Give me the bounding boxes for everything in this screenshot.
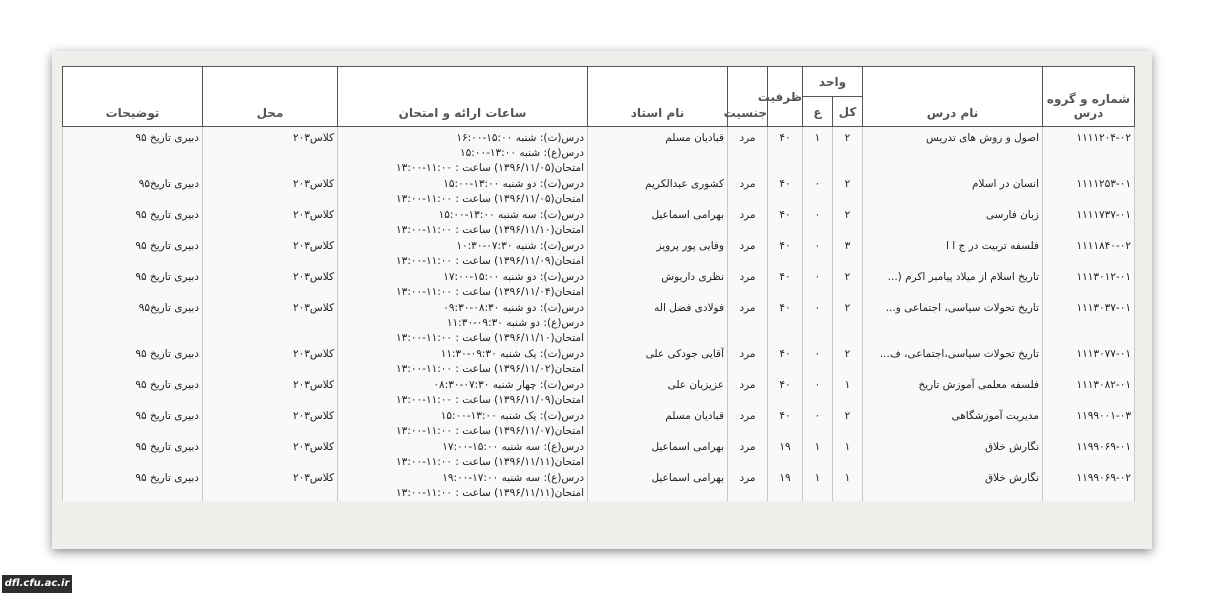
course-name-cell: فلسفه معلمی آموزش تاریخ	[863, 377, 1043, 408]
gender-cell: مرد	[728, 439, 768, 470]
schedule-line: امتحان(۱۳۹۶/۱۱/۱۱) ساعت : ۱۱:۰۰-۱۳:۰۰	[396, 456, 584, 468]
course-no-cell: ۱۱۹۹۰۶۹-۰۲	[1043, 470, 1135, 501]
location-cell: کلاس۲۰۳	[203, 130, 338, 176]
notes-cell: دبیری تاریخ۹۵	[63, 300, 203, 346]
course-no-cell: ۱۱۱۳۰۸۲-۰۱	[1043, 377, 1135, 408]
header-capacity: ظرفیت	[768, 67, 803, 127]
capacity-cell: ۱۹	[768, 439, 803, 470]
units-practical-cell: ۰	[803, 377, 833, 408]
units-total-cell: ۲	[833, 346, 863, 377]
table-row	[63, 269, 1135, 300]
schedule-line: امتحان(۱۳۹۶/۱۱/۰۹) ساعت : ۱۱:۰۰-۱۳:۰۰	[396, 394, 584, 406]
gender-cell: مرد	[728, 377, 768, 408]
location-cell: کلاس۲۰۳	[203, 470, 338, 501]
units-total-cell: ۲	[833, 300, 863, 346]
notes-cell: دبیری تاریخ۹۵	[63, 176, 203, 207]
schedule-cell	[338, 439, 588, 470]
schedule-line: درس(ع): سه شنبه ۱۵:۰۰-۱۷:۰۰	[442, 441, 584, 453]
location-cell: کلاس۲۰۳	[203, 176, 338, 207]
schedule-cell	[338, 408, 588, 439]
course-name-cell: تاریخ تحولات سیاسی،اجتماعی، ف...	[863, 346, 1043, 377]
course-no-cell: ۱۱۱۱۲۵۳-۰۱	[1043, 176, 1135, 207]
instructor-cell: بهرامی اسماعیل	[588, 439, 728, 470]
capacity-cell: ۴۰	[768, 207, 803, 238]
units-practical-cell: ۰	[803, 207, 833, 238]
schedule-line: درس(ع): شنبه ۱۳:۰۰-۱۵:۰۰	[459, 147, 584, 159]
capacity-cell: ۴۰	[768, 238, 803, 269]
notes-cell: دبیری تاریخ ۹۵	[63, 408, 203, 439]
header-location: محل	[203, 67, 338, 127]
units-total-cell: ۱	[833, 377, 863, 408]
schedule-cell	[338, 269, 588, 300]
notes-cell: دبیری تاریخ ۹۵	[63, 377, 203, 408]
course-table-body	[63, 127, 1135, 502]
units-total-cell: ۲	[833, 408, 863, 439]
header-notes: توضیحات	[63, 67, 203, 127]
table-row	[63, 207, 1135, 238]
table-row	[63, 130, 1135, 176]
schedule-cell	[338, 377, 588, 408]
location-cell: کلاس۲۰۳	[203, 377, 338, 408]
schedule-line: درس(ت): شنبه ۰۷:۳۰-۱۰:۳۰	[456, 240, 584, 252]
instructor-cell: آقایی جودکی علی	[588, 346, 728, 377]
schedule-line: درس(ع): دو شنبه ۰۹:۳۰-۱۱:۳۰	[446, 317, 584, 329]
course-name-cell: نگارش خلاق	[863, 439, 1043, 470]
header-units-total: کل	[833, 97, 863, 127]
header-gender: جنسیت	[728, 67, 768, 127]
instructor-cell: قبادیان مسلم	[588, 408, 728, 439]
schedule-cell	[338, 470, 588, 501]
schedule-cell	[338, 130, 588, 176]
location-cell: کلاس۲۰۳	[203, 238, 338, 269]
schedule-line: درس(ت): شنبه ۱۵:۰۰-۱۶:۰۰	[456, 132, 584, 144]
course-name-cell: زبان فارسی	[863, 207, 1043, 238]
schedule-line: درس(ت): دو شنبه ۱۵:۰۰-۱۷:۰۰	[443, 271, 584, 283]
notes-cell: دبیری تاریخ ۹۵	[63, 130, 203, 176]
course-name-cell: نگارش خلاق	[863, 470, 1043, 501]
header-course-name: نام درس	[863, 67, 1043, 127]
gender-cell: مرد	[728, 176, 768, 207]
table-row	[63, 176, 1135, 207]
capacity-cell: ۴۰	[768, 346, 803, 377]
capacity-cell: ۴۰	[768, 377, 803, 408]
schedule-line: درس(ت): یک شنبه ۰۹:۳۰-۱۱:۳۰	[440, 348, 584, 360]
units-total-cell: ۱	[833, 470, 863, 501]
location-cell: کلاس۲۰۳	[203, 269, 338, 300]
course-no-cell: ۱۱۹۹۰۰۱-۰۳	[1043, 408, 1135, 439]
schedule-line: امتحان(۱۳۹۶/۱۱/۰۹) ساعت : ۱۱:۰۰-۱۳:۰۰	[396, 255, 584, 267]
schedule-line: درس(ت): سه شنبه ۱۳:۰۰-۱۵:۰۰	[438, 209, 584, 221]
schedule-cell	[338, 346, 588, 377]
gender-cell: مرد	[728, 269, 768, 300]
instructor-cell: قبادیان مسلم	[588, 130, 728, 176]
location-cell: کلاس۲۰۳	[203, 346, 338, 377]
table-row	[63, 300, 1135, 346]
schedule-line: امتحان(۱۳۹۶/۱۱/۰۴) ساعت : ۱۱:۰۰-۱۳:۰۰	[396, 286, 584, 298]
schedule-line: درس(ت): یک شنبه ۱۳:۰۰-۱۵:۰۰	[440, 410, 584, 422]
table-row	[63, 439, 1135, 470]
schedule-line: امتحان(۱۳۹۶/۱۱/۱۰) ساعت : ۱۱:۰۰-۱۳:۰۰	[396, 332, 584, 344]
course-name-cell: فلسفه تربیت در ج ا ا	[863, 238, 1043, 269]
units-practical-cell: ۰	[803, 176, 833, 207]
panel-footer	[62, 509, 1134, 539]
schedule-cell	[338, 238, 588, 269]
gender-cell: مرد	[728, 238, 768, 269]
course-no-cell: ۱۱۱۳۰۱۲-۰۱	[1043, 269, 1135, 300]
capacity-cell: ۴۰	[768, 130, 803, 176]
units-practical-cell: ۰	[803, 408, 833, 439]
units-total-cell: ۲	[833, 207, 863, 238]
course-name-cell: تاریخ اسلام از میلاد پیامبر اکرم (...	[863, 269, 1043, 300]
gender-cell: مرد	[728, 470, 768, 501]
capacity-cell: ۴۰	[768, 176, 803, 207]
notes-cell: دبیری تاریخ ۹۵	[63, 238, 203, 269]
schedule-cell	[338, 176, 588, 207]
units-practical-cell: ۱	[803, 130, 833, 176]
location-cell: کلاس۲۰۳	[203, 439, 338, 470]
instructor-cell: وفایی پور پرویز	[588, 238, 728, 269]
capacity-cell: ۱۹	[768, 470, 803, 501]
gender-cell: مرد	[728, 207, 768, 238]
notes-cell: دبیری تاریخ ۹۵	[63, 346, 203, 377]
course-no-cell: ۱۱۱۱۲۰۴-۰۲	[1043, 130, 1135, 176]
course-name-cell: تاریخ تحولات سیاسی، اجتماعی و...	[863, 300, 1043, 346]
units-total-cell: ۲	[833, 130, 863, 176]
instructor-cell: کشوری عبدالکریم	[588, 176, 728, 207]
schedule-line: امتحان(۱۳۹۶/۱۱/۱۰) ساعت : ۱۱:۰۰-۱۳:۰۰	[396, 224, 584, 236]
units-total-cell: ۳	[833, 238, 863, 269]
instructor-cell: بهرامی اسماعیل	[588, 207, 728, 238]
notes-cell: دبیری تاریخ ۹۵	[63, 207, 203, 238]
units-practical-cell: ۰	[803, 300, 833, 346]
units-practical-cell: ۱	[803, 439, 833, 470]
header-schedule: ساعات ارائه و امتحان	[338, 67, 588, 127]
notes-cell: دبیری تاریخ ۹۵	[63, 470, 203, 501]
table-row	[63, 238, 1135, 269]
units-total-cell: ۱	[833, 439, 863, 470]
course-name-cell: انسان در اسلام	[863, 176, 1043, 207]
units-practical-cell: ۰	[803, 346, 833, 377]
instructor-cell: فولادی فضل اله	[588, 300, 728, 346]
gender-cell: مرد	[728, 408, 768, 439]
instructor-cell: نظری داریوش	[588, 269, 728, 300]
units-practical-cell: ۰	[803, 238, 833, 269]
capacity-cell: ۴۰	[768, 408, 803, 439]
notes-cell: دبیری تاریخ ۹۵	[63, 439, 203, 470]
schedule-line: درس(ع): سه شنبه ۱۷:۰۰-۱۹:۰۰	[442, 472, 584, 484]
units-practical-cell: ۰	[803, 269, 833, 300]
course-panel	[52, 51, 1152, 549]
course-name-cell: اصول و روش های تدریس	[863, 130, 1043, 176]
site-logo[interactable]: dfl.cfu.ac.ir	[2, 575, 72, 593]
course-no-cell: ۱۱۱۳۰۳۷-۰۱	[1043, 300, 1135, 346]
course-no-cell: ۱۱۱۳۰۷۷-۰۱	[1043, 346, 1135, 377]
table-row	[63, 377, 1135, 408]
units-practical-cell: ۱	[803, 470, 833, 501]
instructor-cell: عزیزیان علی	[588, 377, 728, 408]
schedule-line: امتحان(۱۳۹۶/۱۱/۰۵) ساعت : ۱۱:۰۰-۱۳:۰۰	[396, 162, 584, 174]
schedule-line: امتحان(۱۳۹۶/۱۱/۱۱) ساعت : ۱۱:۰۰-۱۳:۰۰	[396, 487, 584, 499]
course-no-cell: ۱۱۱۱۸۴۰-۰۲	[1043, 238, 1135, 269]
units-total-cell: ۲	[833, 269, 863, 300]
schedule-line: درس(ت): چهار شنبه ۰۷:۳۰-۰۸:۳۰	[433, 379, 584, 391]
gender-cell: مرد	[728, 130, 768, 176]
gender-cell: مرد	[728, 300, 768, 346]
header-units-practical: ع	[803, 97, 833, 127]
header-course-no: شماره و گروه درس	[1043, 67, 1135, 127]
location-cell: کلاس۲۰۳	[203, 207, 338, 238]
instructor-cell: بهرامی اسماعیل	[588, 470, 728, 501]
capacity-cell: ۴۰	[768, 269, 803, 300]
table-row	[63, 470, 1135, 501]
table-row	[63, 346, 1135, 377]
units-total-cell: ۲	[833, 176, 863, 207]
location-cell: کلاس۲۰۳	[203, 300, 338, 346]
schedule-cell	[338, 207, 588, 238]
capacity-cell: ۴۰	[768, 300, 803, 346]
schedule-line: امتحان(۱۳۹۶/۱۱/۰۷) ساعت : ۱۱:۰۰-۱۳:۰۰	[396, 425, 584, 437]
course-no-cell: ۱۱۹۹۰۶۹-۰۱	[1043, 439, 1135, 470]
schedule-line: امتحان(۱۳۹۶/۱۱/۰۲) ساعت : ۱۱:۰۰-۱۳:۰۰	[396, 363, 584, 375]
header-instructor: نام استاد	[588, 67, 728, 127]
schedule-cell	[338, 300, 588, 346]
schedule-line: درس(ت): دو شنبه ۰۸:۳۰-۰۹:۳۰	[443, 302, 584, 314]
schedule-line: درس(ت): دو شنبه ۱۳:۰۰-۱۵:۰۰	[443, 178, 584, 190]
header-units: واحد	[803, 67, 863, 97]
course-no-cell: ۱۱۱۱۷۳۷-۰۱	[1043, 207, 1135, 238]
schedule-line: امتحان(۱۳۹۶/۱۱/۰۵) ساعت : ۱۱:۰۰-۱۳:۰۰	[396, 193, 584, 205]
table-row	[63, 408, 1135, 439]
course-name-cell: مدیریت آموزشگاهی	[863, 408, 1043, 439]
course-table	[62, 66, 1135, 501]
gender-cell: مرد	[728, 346, 768, 377]
notes-cell: دبیری تاریخ ۹۵	[63, 269, 203, 300]
location-cell: کلاس۲۰۳	[203, 408, 338, 439]
